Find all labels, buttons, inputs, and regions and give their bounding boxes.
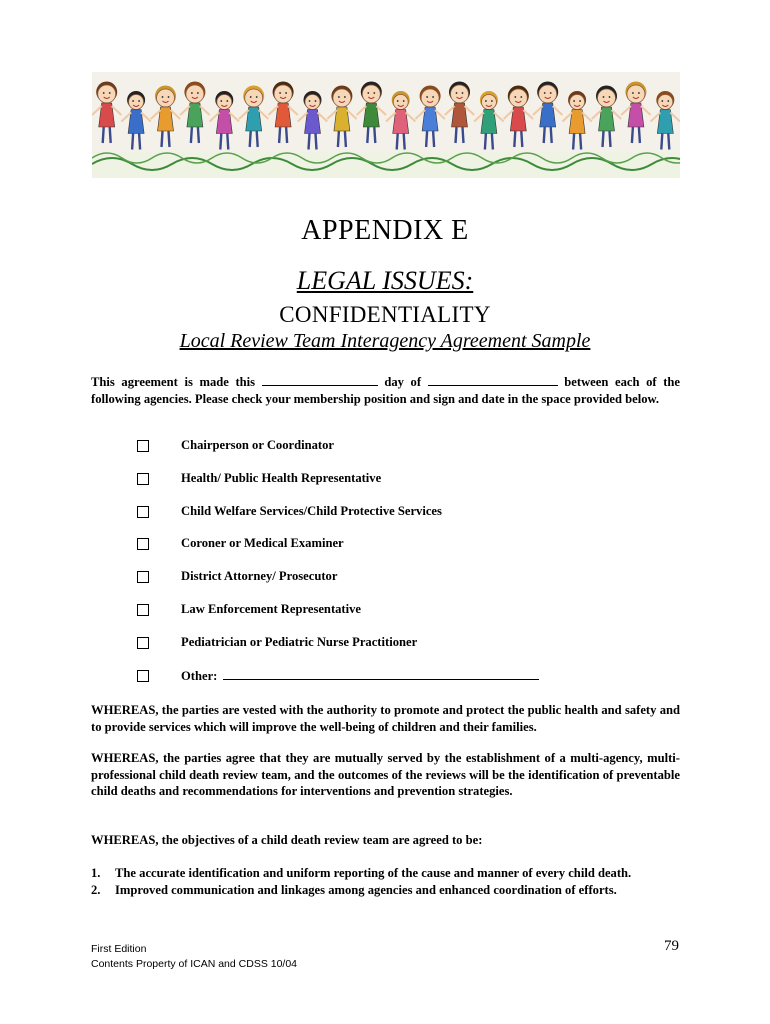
children-holding-hands-illustration — [92, 72, 680, 178]
agreement-subtitle: Local Review Team Interagency Agreement Sample — [179, 330, 591, 352]
checklist-label: Law Enforcement Representative — [181, 601, 362, 616]
legal-issues-heading: LEGAL ISSUES: — [296, 266, 474, 295]
checklist-item-chairperson[interactable] — [137, 436, 637, 469]
checkbox[interactable] — [137, 440, 149, 452]
list-item-text: The accurate identification and uniform reporting of the cause and manner of every child death. — [115, 866, 632, 880]
appendix-heading: APPENDIX E — [301, 215, 469, 246]
checklist-item-law-enforcement[interactable] — [137, 600, 637, 633]
checkbox[interactable] — [137, 670, 149, 682]
page-number: 79 — [664, 938, 679, 954]
checklist-item-district-attorney[interactable] — [137, 567, 637, 600]
intro-paragraph — [91, 374, 680, 407]
intro-text-3: between each of the following agencies. Please check your membership position and sign and date in the space provided below. — [91, 375, 680, 406]
checklist-item-coroner[interactable] — [137, 534, 637, 567]
whereas-paragraph-1: WHEREAS, the parties are vested with the authority to promote and protect the public health and safety and to provide services which will improve the well-being of children and their families. — [91, 703, 680, 734]
checkbox[interactable] — [137, 571, 149, 583]
checkbox[interactable] — [137, 637, 149, 649]
checkbox[interactable] — [137, 604, 149, 616]
month-blank-field[interactable] — [428, 374, 558, 386]
intro-text-2: day of — [384, 375, 422, 389]
checklist-item-child-welfare[interactable] — [137, 502, 637, 535]
checklist-label: Coroner or Medical Examiner — [181, 536, 344, 551]
intro-text-1: This agreement is made this — [91, 375, 256, 389]
footer-property: Contents Property of ICAN and CDSS 10/04 — [91, 958, 298, 970]
list-item — [91, 865, 680, 882]
whereas-paragraph-2: WHEREAS, the parties agree that they are mutually served by the establishment of a multi-agency, multi-professional child death review team, and the outcomes of the reviews will be the identification of preventable child deaths and recommendations for interventions and prevention strategies. — [91, 751, 680, 799]
confidentiality-heading: CONFIDENTIALITY — [279, 302, 491, 327]
checklist-label-other — [181, 668, 539, 684]
checkbox[interactable] — [137, 506, 149, 518]
footer-edition: First Edition — [91, 943, 147, 955]
checkbox[interactable] — [137, 473, 149, 485]
list-number: 2. — [91, 882, 101, 897]
checklist-label: Pediatrician or Pediatric Nurse Practitioner — [181, 634, 418, 649]
checklist-label: Child Welfare Services/Child Protective Services — [181, 503, 442, 518]
membership-checklist — [137, 436, 637, 698]
checkbox[interactable] — [137, 538, 149, 550]
list-item — [91, 882, 680, 899]
checklist-item-health[interactable] — [137, 469, 637, 502]
list-number: 1. — [91, 866, 101, 880]
list-item-text: Improved communication and linkages among agencies and enhanced coordination of efforts. — [115, 882, 617, 897]
checklist-label: Health/ Public Health Representative — [181, 470, 382, 485]
checklist-item-pediatrician[interactable] — [137, 633, 637, 666]
objectives-list — [91, 865, 680, 898]
date-blank-field[interactable] — [262, 374, 378, 386]
other-label-text: Other: — [181, 668, 218, 683]
page-footer — [91, 942, 297, 972]
checklist-label: Chairperson or Coordinator — [181, 438, 334, 452]
checklist-item-other[interactable] — [137, 666, 637, 699]
other-blank-field[interactable] — [223, 668, 539, 680]
checklist-label: District Attorney/ Prosecutor — [181, 569, 338, 584]
whereas-paragraph-3: WHEREAS, the objectives of a child death review team are agreed to be: — [91, 833, 483, 847]
